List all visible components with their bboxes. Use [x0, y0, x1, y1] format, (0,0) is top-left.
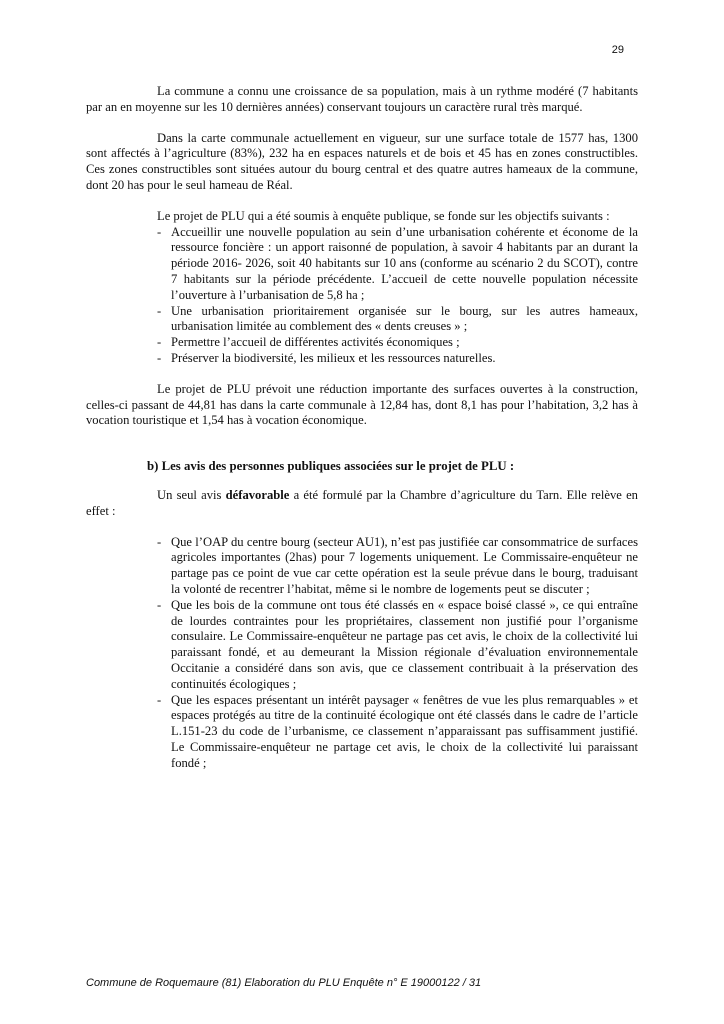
list-item: - Que l’OAP du centre bourg (secteur AU1), n’est pas justifiée car consommatrice de surfaces agricoles importantes (2has) pour 7 logements uniquement. Le Commissaire-enquêteur ne partage pas ce point de vue car cette opération est la seule prévue dans le bourg, traduisant la volonté de recentrer l’habitat, même si le nombre de logements peut se discuter ;	[86, 535, 638, 598]
paragraph-population: La commune a connu une croissance de sa population, mais à un rythme modéré (7 habitants par an en moyenne sur les 10 dernières années) conservant toujours un caractère rural très marqué.	[86, 84, 638, 114]
paragraph-carte-communale: Dans la carte communale actuellement en vigueur, sur une surface totale de 1577 has, 1300 sont affectés à l’agriculture (83%), 232 ha en espaces naturels et de bois et 45 has en zones constructibles. Ces zones constructibles sont situées autour du bourg central et des quatre autres hameaux de la commune, dont 20 has pour le seul hameau de Réal.	[86, 130, 638, 192]
lead-text-bold: défavorable	[225, 487, 290, 502]
list-item: - Une urbanisation prioritairement organisée sur le bourg, sur les autres hameaux, urbanisation limitée au comblement des « dents creuses » ;	[86, 304, 638, 336]
footer: Commune de Roquemaure (81) Elaboration du PLU Enquête n° E 19000122 / 31	[86, 977, 482, 989]
list-item: - Que les espaces présentant un intérêt paysager « fenêtres de vue les plus remarquables » et espaces protégés au titre de la continuité écologique ont été classés dans le cadre de l’article L.151-23 du code de l’urbanisme, ce classement n’apparaissant pas suffisamment justifié. Le Commissaire-enquêteur ne partage cet avis, le choix de la collectivité lui paraissant fondé ;	[86, 693, 638, 772]
page-number: 29	[611, 44, 624, 56]
list-item: - Permettre l’accueil de différentes activités économiques ;	[86, 335, 638, 351]
list-item: - Préserver la biodiversité, les milieux et les ressources naturelles.	[86, 351, 638, 367]
lead-text-after: a été formulé par la Chambre d’agriculture du Tarn. Elle relève en effet :	[86, 487, 638, 518]
paragraph-reduction-surfaces: Le projet de PLU prévoit une réduction importante des surfaces ouvertes à la construction, celles-ci passant de 44,81 has dans la carte communale à 12,84 has, dont 8,1 has pour l’habitation, 3,2 has à vocation touristique et 1,54 has à vocation économique.	[86, 381, 638, 428]
list-item: - Que les bois de la commune ont tous été classés en « espace boisé classé », ce qui entraîne de lourdes contraintes pour les propriétaires, classement non justifié pour l’organisme consulaire. Le Commissaire-enquêteur ne partage pas cet avis, le choix de la collectivité lui paraissant fondé, et au demeurant la Mission régionale d’évaluation environnementale Occitanie a considéré dans son avis, que ce classement contribuait à la préservation des continuités écologiques ;	[86, 598, 638, 693]
document-body	[86, 84, 638, 786]
section-b-lead	[86, 488, 638, 520]
section-b-heading: b) Les avis des personnes publiques associées sur le projet de PLU :	[147, 459, 515, 474]
lead-text-before: Un seul avis	[157, 487, 226, 502]
list-item: - Accueillir une nouvelle population au sein d’une urbanisation cohérente et économe de la ressource foncière : un apport raisonné de population, à savoir 4 habitants par an durant la période 2016- 2026, soit 40 habitants sur 10 ans (conforme au scénario 2 du SCOT), contre 7 habitants sur la période précédente. L’accueil de cette nouvelle population nécessite l’ouverture à l’urbanisation de 5,8 ha ;	[86, 225, 638, 304]
objectives-list	[86, 225, 638, 367]
avis-list	[86, 535, 638, 772]
paragraph-objectifs-intro: Le projet de PLU qui a été soumis à enquête publique, se fonde sur les objectifs suivants :	[157, 208, 610, 223]
